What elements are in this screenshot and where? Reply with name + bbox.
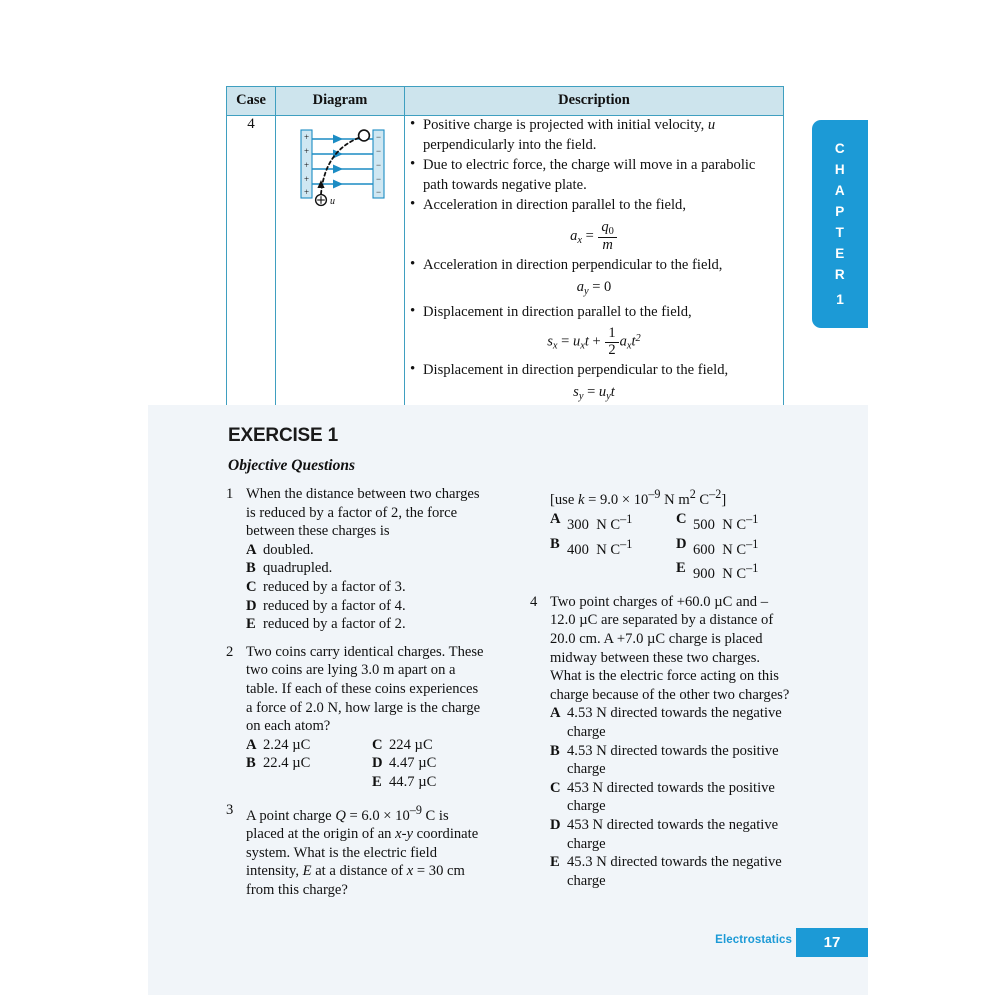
option-d-letter: D: [550, 816, 561, 833]
page-number-badge: 17: [796, 928, 868, 957]
note-prefix: [use: [550, 491, 578, 508]
option-d[interactable]: [372, 754, 488, 773]
chapter-number: 1: [836, 290, 844, 307]
option-d-text: reduced by a factor of 4.: [263, 597, 406, 614]
svg-text:+: +: [303, 160, 310, 170]
note-units-sup2: –2: [709, 487, 722, 501]
eq-sx-plus: +: [592, 333, 601, 350]
option-c-text: [693, 510, 792, 534]
question-4-stem: Two point charges of +60.0 µC and –12.0 µC are separated by a distance of 20.0 cm. A +7.0 µC charge is placed midway between these two charges. What is the electric force acting on this charge because of the other two charges?: [550, 593, 790, 703]
question-4-options: [550, 704, 792, 890]
q3-symbol-E: E: [302, 863, 312, 880]
eq-ay-subscript: y: [583, 285, 589, 297]
option-a-letter: A: [550, 511, 561, 528]
option-d-value: 600: [693, 541, 715, 558]
option-e-units: N C: [722, 566, 747, 583]
eq-ax-equals: =: [585, 227, 594, 244]
chapter-letter: A: [834, 182, 846, 198]
eq-sx-symbol: s: [547, 333, 553, 350]
option-b-value: 400: [567, 541, 589, 558]
option-e-letter: E: [676, 560, 686, 577]
eq-sx-a: a: [619, 333, 627, 350]
eq-ax-symbol: a: [570, 227, 578, 244]
header-description: Description: [405, 87, 784, 116]
question-1-number: 1: [226, 486, 234, 502]
option-d-letter: D: [676, 535, 687, 552]
constant-k-note: [550, 485, 792, 509]
question-3-answers-body: [550, 485, 792, 584]
header-diagram: Diagram: [276, 87, 405, 116]
eq-ay-symbol: a: [576, 278, 584, 295]
chapter-tab: [812, 120, 868, 328]
description-bullet-list-3: [405, 303, 783, 323]
eq-ax-numerator: [598, 220, 616, 238]
option-e-value: 900: [693, 566, 715, 583]
eq-sy-u-subscript: y: [606, 390, 611, 402]
eq-sy-equals: =: [587, 383, 596, 400]
q3-part4: coordinate system. What is the electric field intensity,: [246, 825, 479, 880]
option-c[interactable]: [676, 510, 792, 534]
option-c-letter: C: [676, 511, 687, 528]
eq-ax-subscript: x: [577, 234, 582, 246]
equation-acceleration-parallel: [405, 217, 783, 257]
option-e[interactable]: [372, 773, 488, 792]
option-d-exponent: –1: [746, 536, 759, 551]
option-b-letter: B: [246, 560, 256, 577]
option-a-letter: A: [246, 736, 257, 753]
option-e-text: reduced by a factor of 2.: [263, 616, 406, 633]
bullet-item-1: [423, 116, 783, 155]
note-units-sup1: 2: [689, 487, 696, 501]
option-b[interactable]: [246, 559, 488, 578]
field-lines: [312, 139, 373, 184]
eq-sy-t: t: [610, 383, 615, 400]
eq-ax-fraction: [598, 220, 616, 254]
question-3-body: [246, 801, 488, 900]
option-d-letter: D: [372, 755, 383, 772]
option-a[interactable]: [246, 736, 364, 755]
option-b-letter: B: [550, 535, 560, 552]
plate-plus-signs: [304, 132, 309, 197]
svg-text:+: +: [303, 146, 310, 156]
bullet-item-3: • Acceleration in direction parallel to the field,: [423, 196, 783, 216]
note-suffix: ]: [721, 491, 727, 508]
svg-text:−: −: [375, 132, 382, 142]
option-c-letter: C: [550, 779, 561, 796]
question-2-body: [246, 643, 488, 792]
option-a[interactable]: [550, 704, 792, 741]
q3-part5: at a distance of: [311, 863, 407, 880]
note-units-pre: N m: [660, 491, 690, 508]
option-d-units: N C: [722, 541, 747, 558]
option-grid-spacer: [550, 559, 668, 578]
option-b-letter: B: [550, 742, 560, 759]
eq-sy-subscript: y: [578, 390, 584, 402]
option-a-text: [567, 510, 668, 534]
option-b-text: [567, 535, 668, 559]
question-2-stem: Two coins carry identical charges. These two coins are lying 3.0 m apart on a table. If each of these coins experiences a force of 2.0 N, how large is the charge on each atom?: [246, 643, 484, 735]
bullet-1-text-post: perpendicularly into the field.: [423, 136, 597, 153]
option-a-value: 300: [567, 517, 589, 534]
option-c-text: 224 µC: [389, 736, 433, 753]
field-line-arrowheads: [333, 135, 343, 189]
eq-sx-t2-exponent: 2: [635, 333, 641, 345]
option-a-exponent: –1: [620, 512, 633, 527]
eq-sx-u-subscript: x: [580, 340, 585, 352]
question-3-stem: [246, 801, 488, 900]
parallel-plate-field-diagram: [285, 116, 395, 226]
option-grid-spacer: [246, 773, 364, 792]
chapter-letter: H: [834, 161, 846, 177]
description-bullet-list: [405, 116, 783, 216]
charge-end-circle: [359, 130, 370, 141]
option-b-units: N C: [596, 541, 621, 558]
svg-text:+: +: [303, 132, 310, 142]
option-b[interactable]: [550, 742, 792, 779]
header-case: Case: [227, 87, 276, 116]
questions-columns: [226, 485, 826, 908]
option-b-text: quadrupled.: [263, 560, 333, 577]
exercise-panel: [148, 405, 868, 995]
option-c-letter: C: [246, 578, 257, 595]
question-4-number: 4: [530, 593, 538, 610]
option-d-text: [693, 535, 792, 559]
questions-right-column: [530, 485, 792, 908]
eq-sy-symbol: s: [573, 383, 579, 400]
option-c-units: N C: [722, 517, 747, 534]
note-symbol-k: k: [577, 491, 585, 508]
question-2: [226, 643, 488, 792]
question-3-options: [550, 510, 792, 583]
exercise-title: EXERCISE 1: [228, 425, 338, 446]
option-e[interactable]: [550, 853, 792, 890]
option-c-letter: C: [372, 736, 383, 753]
question-3: [226, 801, 488, 900]
bullet-item-6: • Displacement in direction perpendicular to the field,: [423, 361, 783, 381]
bullet-1-text-pre: Positive charge is projected with initial velocity,: [423, 117, 708, 133]
eq-sx-t2: t: [631, 333, 636, 350]
eq-sx-a-subscript: x: [626, 340, 632, 352]
q3-part3: C is placed at the origin of an: [246, 807, 449, 842]
option-c-text: 453 N directed towards the positive charge: [567, 779, 775, 815]
note-value: = 9.0 × 10: [584, 491, 649, 508]
q3-symbol-Q: Q: [335, 807, 346, 824]
option-e[interactable]: [246, 615, 488, 634]
eq-ax-q-subscript: 0: [608, 225, 614, 237]
eq-sx-frac-den: 2: [608, 341, 616, 358]
eq-ay-rhs: = 0: [592, 278, 612, 295]
option-c[interactable]: [550, 779, 792, 816]
option-d-text: 4.47 µC: [389, 755, 437, 772]
velocity-label: u: [330, 196, 335, 207]
footer-chapter-label: Electrostatics: [715, 934, 792, 946]
parabolic-trajectory-path: [321, 137, 361, 194]
question-4: [530, 593, 792, 891]
eq-sx-subscript: x: [552, 340, 558, 352]
option-e-exponent: –1: [746, 561, 759, 576]
svg-text:−: −: [375, 160, 382, 170]
q3-part2: = 6.0 × 10: [345, 807, 410, 824]
eq-sx-equals: =: [561, 333, 570, 350]
option-b-text: 4.53 N directed towards the positive charge: [567, 742, 779, 778]
eq-sx-u: u: [572, 333, 581, 350]
bullet-1-italic-u: u: [707, 117, 716, 133]
option-a-units: N C: [596, 517, 621, 534]
q3-part6: = 30 cm from this charge?: [246, 863, 465, 898]
eq-sx-t: t: [584, 333, 589, 350]
option-d[interactable]: [550, 816, 792, 853]
equation-displacement-perpendicular: [405, 382, 783, 408]
svg-text:−: −: [375, 187, 382, 197]
bullet-item-4: • Acceleration in direction perpendicular to the field,: [423, 256, 783, 276]
eq-ax-denominator: [598, 238, 616, 254]
option-d[interactable]: [676, 535, 792, 559]
equation-acceleration-perpendicular: [405, 277, 783, 303]
option-c-exponent: –1: [746, 512, 759, 527]
note-units-mid: C: [695, 491, 710, 508]
chapter-letter: C: [834, 140, 846, 156]
option-b[interactable]: [550, 535, 668, 559]
option-c[interactable]: [246, 578, 488, 597]
option-d-letter: D: [246, 597, 257, 614]
chapter-letter: T: [835, 224, 845, 240]
option-a[interactable]: [246, 541, 488, 560]
option-d-text: 453 N directed towards the negative charge: [567, 816, 779, 852]
objective-questions-heading: Objective Questions: [228, 457, 355, 474]
option-a-letter: A: [550, 705, 561, 722]
option-c-value: 500: [693, 517, 715, 534]
question-1: [226, 485, 488, 634]
question-1-options: [246, 541, 488, 634]
chapter-letter: P: [835, 203, 845, 219]
eq-ax-q: q: [601, 218, 609, 235]
table-header-row: [227, 87, 784, 116]
chapter-letter: R: [834, 266, 846, 282]
svg-text:+: +: [303, 187, 310, 197]
option-b[interactable]: [246, 754, 364, 773]
description-bullet-list-4: [405, 361, 783, 381]
option-c-text: reduced by a factor of 3.: [263, 578, 406, 595]
option-e-text: 45.3 N directed towards the negative charge: [567, 854, 782, 889]
option-c[interactable]: [372, 736, 488, 755]
question-2-number: 2: [226, 643, 234, 660]
equation-displacement-parallel: [405, 323, 783, 361]
svg-text:−: −: [375, 174, 382, 184]
option-e-text: [693, 559, 792, 583]
option-b-text: 22.4 µC: [263, 755, 311, 772]
bullet-item-2: • Due to electric force, the charge will move in a parabolic path towards negative plate.: [423, 156, 783, 195]
question-3-number: 3: [226, 801, 234, 818]
option-e-letter: E: [246, 616, 256, 633]
question-4-body: [550, 593, 792, 891]
q3-exponent: –9: [409, 802, 422, 817]
cell-description: [405, 116, 784, 409]
eq-sy-u: u: [598, 383, 607, 400]
question-3-continued: [530, 485, 792, 584]
eq-sx-half-fraction: [605, 326, 618, 358]
right-column-indent-spacer: [530, 485, 550, 584]
cell-case-number: 4: [227, 116, 276, 409]
option-b-letter: B: [246, 755, 256, 772]
question-2-options: [246, 736, 488, 792]
option-e[interactable]: [676, 559, 792, 583]
option-d[interactable]: [246, 597, 488, 616]
cell-diagram: [276, 116, 405, 409]
svg-text:−: −: [375, 146, 382, 156]
q3-part1: A point charge: [246, 807, 336, 824]
plate-minus-signs: [376, 132, 381, 197]
case-description-table: [226, 86, 784, 409]
option-a-letter: A: [246, 541, 257, 558]
option-e-letter: E: [550, 854, 560, 871]
option-e-letter: E: [372, 773, 382, 790]
option-b-exponent: –1: [620, 536, 633, 551]
eq-ax-m: m: [602, 236, 613, 253]
questions-left-column: [226, 485, 488, 908]
option-a-text: 2.24 µC: [263, 736, 311, 753]
question-1-body: [246, 485, 488, 634]
option-a-text: 4.53 N directed towards the negative charge: [567, 705, 782, 740]
question-1-stem: When the distance between two charges is reduced by a factor of 2, the force between these charges is: [246, 486, 480, 540]
bullet-item-5: • Displacement in direction parallel to the field,: [423, 303, 783, 323]
svg-text:+: +: [303, 174, 310, 184]
table-row: [227, 116, 784, 409]
chapter-letter: E: [835, 245, 845, 261]
description-bullet-list-2: [405, 256, 783, 276]
q3-symbol-x: x: [406, 863, 414, 880]
eq-sx-frac-num: 1: [605, 326, 618, 343]
option-e-text: 44.7 µC: [389, 773, 437, 790]
option-a-text: doubled.: [263, 541, 314, 558]
option-a[interactable]: [550, 510, 668, 534]
note-exponent: –9: [648, 487, 661, 501]
q3-xy-axes: x-y: [395, 825, 413, 842]
